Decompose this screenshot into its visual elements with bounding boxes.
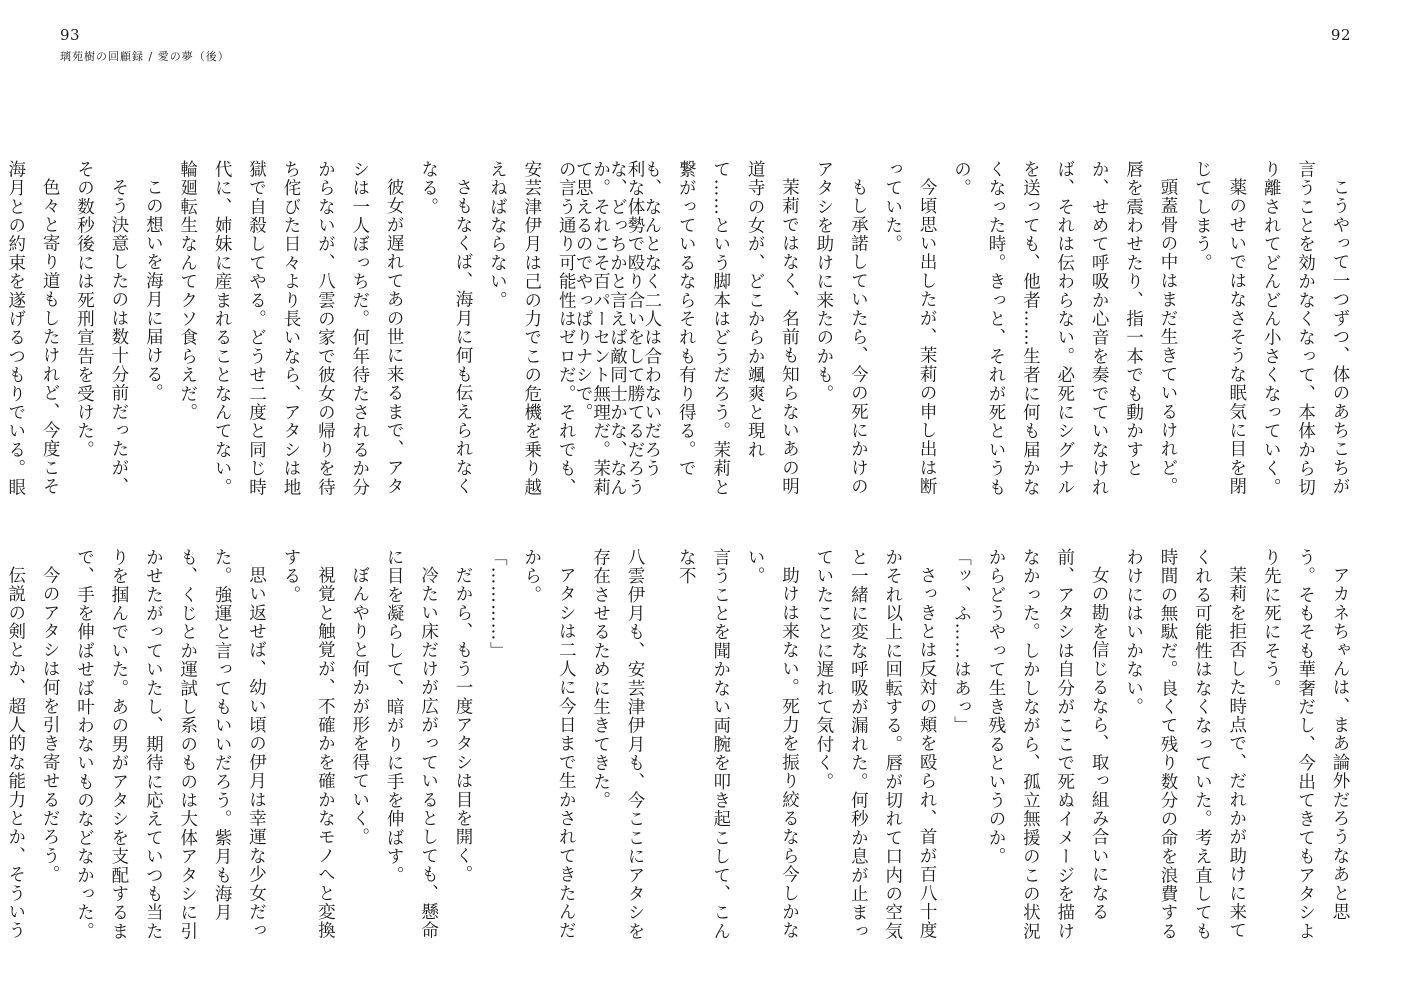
paragraph: 色々と寄り道もしたけれど、今度こそ海月との約束を遂げるつもりでいる。眼 xyxy=(5,160,61,497)
page-number-left: 93 xyxy=(60,26,81,44)
paragraph: 頭蓋骨の中はまだ生きているけれど。唇を震わせたり、指一本でも動かすとか、せめて呼吸か心音を奏でていなければ、それは伝わらない。必死にシグナルを送っても、他者……生者に何も届かなくなった時。きっと、それが死というもの。 xyxy=(951,160,1178,497)
paragraph: 言うことを聞かない両腕を叩き起こして、こんな不 xyxy=(676,548,731,941)
paragraph: 茉莉ではなく、名前も知らないあの明道寺の女が、どこからか颯爽と現れて……という脚本はどうだろう。茉莉と繋がっているならそれも有り得る。でも、なんとなく二人は合わないだろうな、どっちかと言えば敵同士かな、なんて思えるのでやっぱりナシで。 xyxy=(573,160,800,497)
paragraph: 冷たい床だけが広がっているとしても、懸命に目を凝らして、暗がりに手を伸ばす。 xyxy=(384,548,439,940)
right-top-text xyxy=(573,160,1357,505)
paragraph: 今頃思い出したが、茉莉の申し出は断っていた。 xyxy=(882,160,938,496)
paragraph: 「ッ、ふ……はあっ」 xyxy=(951,548,972,735)
running-head: 璃苑樹の回顧録 / 愛の夢（後） xyxy=(60,50,230,63)
paragraph: 伝説の剣とか、超人的な能力とか、そういう xyxy=(5,565,26,940)
paragraph: そう決意したのは数十分前だったが、その数秒後には死刑宣告を受けた。 xyxy=(74,160,129,496)
paragraph: 八雲伊月も、安芸津伊月も、今ここにアタシを存在させるために生きてきた。 xyxy=(590,548,645,941)
paragraph: 「…………」 xyxy=(487,548,508,661)
paragraph: 女の勘を信じるなら、取っ組み合いになる前、アタシは自分がここで死ぬイメージを描けなかった。しかしながら、孤立無援のこの状況からどうやって生き残るというのか。 xyxy=(985,548,1110,941)
paragraph: さもなくば、海月に何も伝えられなくなる。 xyxy=(418,160,473,496)
left-bottom-text xyxy=(5,548,652,948)
paragraph: この想いを海月に届ける。 xyxy=(143,177,164,402)
paragraph: アタシは二人に今日まで生かされてきたんだから。 xyxy=(521,548,577,940)
right-bottom-text xyxy=(676,548,1357,948)
paragraph: 薬のせいではなさそうな眠気に目を閉じてしまう。 xyxy=(1192,160,1247,496)
paragraph: 思い返せば、幼い頃の伊月は幸運な少女だった。強運と言ってもいいだろう。紫月も海月も、くじとか運試し系のものは大体アタシに引かせたがっていたし、期待に応えていつも当たりを掴んでいた。あの男がアタシを支配するまで、手を伸ばせば叶わないものなどなかった。 xyxy=(74,548,267,941)
paragraph: ぼんやりと何かが形を得ていく。 xyxy=(349,565,370,846)
page-number-right: 92 xyxy=(1330,26,1351,44)
paragraph: 利な体勢で殴り合いをして勝てるだろうか。それこそ百パーセント無理だ。茉莉の言う通り可能性はゼロだ。それでも、安芸津伊月は己の力でこの危機を乗り越えねばならない。 xyxy=(487,160,645,497)
paragraph: アカネちゃんは、まあ論外だろうなあと思う。そもそも華奢だし、今出てきてもアタシより先に死にそう。 xyxy=(1261,548,1350,941)
paragraph: さっきとは反対の頬を殴られ、首が百八十度かそれ以上に回転する。唇が切れて口内の空気と一緒に変な呼吸が漏れた。何秒か息が止まっていたことに遅れて気付く。 xyxy=(813,548,938,941)
paragraph: 助けは来ない。死力を振り絞るなら今しかない。 xyxy=(745,548,800,940)
paragraph: 彼女が遅れてあの世に来るまで、アタシは一人ぼっちだ。何年待たされるか分からないが、八雲の家で彼女の帰りを待ち侘びた日々より長いなら、アタシは地獄で自殺してやる。どうせ二度と同じ時代に、姉妹に産まれることなんてない。輪廻転生なんてクソ食らえだ。 xyxy=(177,160,405,497)
paragraph: 今のアタシは何を引き寄せるだろう。 xyxy=(40,565,61,884)
paragraph: もし承諾していたら、今の死にかけのアタシを助けに来たのかも。 xyxy=(813,160,869,496)
left-top-text xyxy=(5,160,652,505)
paragraph: 茉莉を拒否した時点で、だれかが助けに来てくれる可能性はなくなっていた。考え直しても時間の無駄だ。良くて残り数分の命を浪費するわけにはいかない。 xyxy=(1123,548,1247,941)
paragraph: 視覚と触覚が、不確かを確かなモノへと変換する。 xyxy=(280,548,336,940)
paragraph: こうやって一つずつ、体のあちこちが言うことを効かなくなって、本体から切り離されてどんどん小さくなっていく。 xyxy=(1261,160,1350,497)
paragraph: だから、もう一度アタシは目を開く。 xyxy=(452,565,473,884)
